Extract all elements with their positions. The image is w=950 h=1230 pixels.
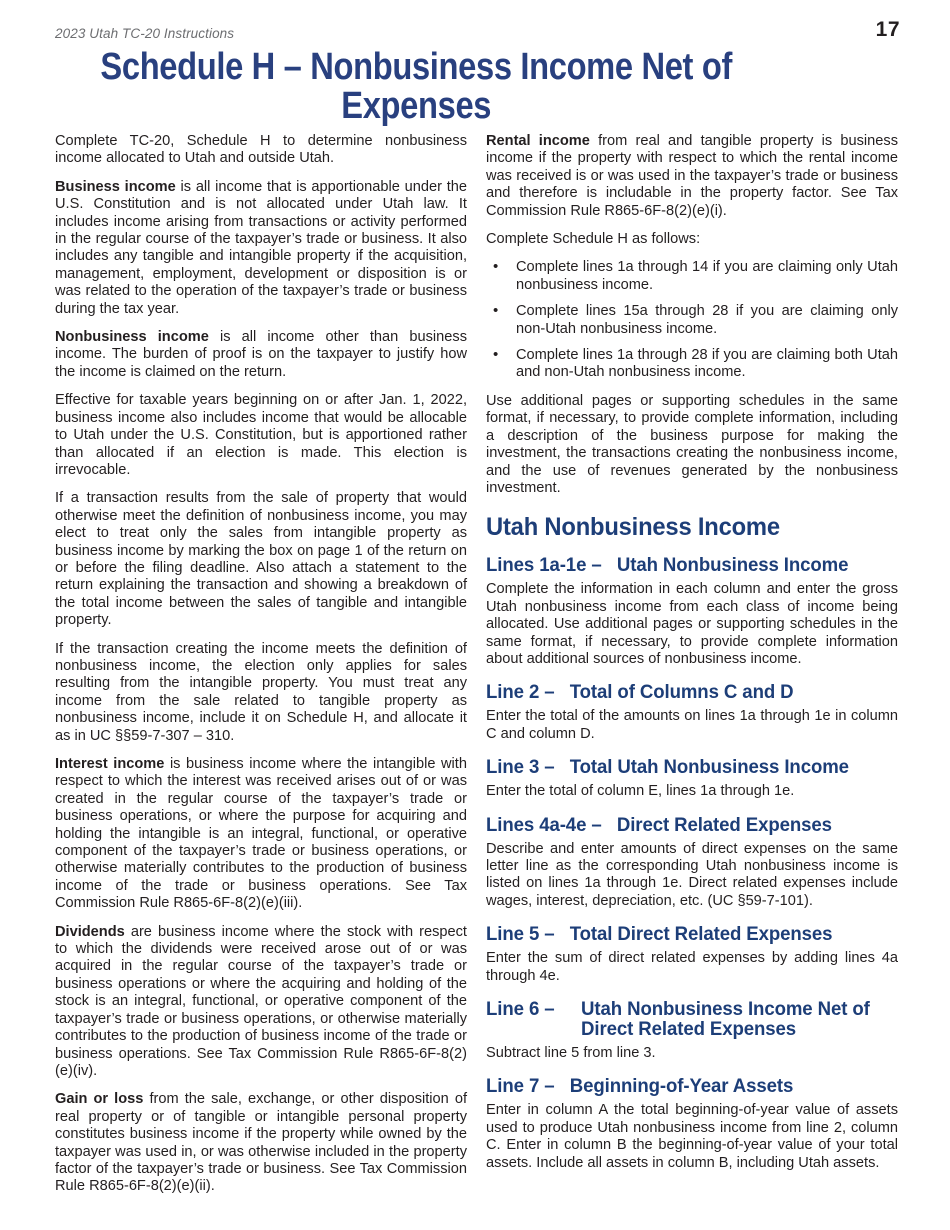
line-body-line-6 (486, 1045, 898, 1062)
paragraph-text: If the transaction creating the income meets the definition of nonbusiness income, the election only applies for sales resulting from the intangible property. You must treat any income from the sale related to tangible property as nonbusiness income, include it on Schedule H, and allocate it as in UC §§59-7-307 – 310. (55, 640, 467, 744)
term-interest-income: Interest income (55, 756, 165, 772)
line-heading-title: Beginning-of-Year Assets (569, 1076, 794, 1098)
paragraph-text: Subtract line 5 from line 3. (486, 1045, 656, 1061)
term-gain-or-loss: Gain or loss (55, 1091, 144, 1108)
term-business-income: Business income (55, 178, 176, 195)
running-header: 2023 Utah TC-20 Instructions (55, 26, 235, 41)
paragraph-text: Enter in column A the total beginning-of-year value of assets used to produce Utah nonbusiness income from line 2, column C. Enter in column B the beginning-of-year value of your total assets. Include all assets in column B, including Utah assets. (486, 1102, 898, 1171)
paragraph-election-applies (55, 641, 467, 745)
schedule-steps-list (486, 259, 898, 381)
bullet-icon: • (493, 346, 499, 364)
page-number: 17 (875, 18, 900, 41)
paragraph-interest-income (55, 756, 467, 913)
line-heading-line-6 (486, 1000, 886, 1040)
line-heading-label: Line 7 – (486, 1076, 555, 1098)
list-item (486, 259, 898, 294)
paragraph-text: is business income where the intangible with respect to which the interest was received arises out of or was created in the regular course of the taxpayer’s trade or business operations, or where the purpose for acquiring and holding the intangible is an integral, functional, or operative component of the taxpayer’s trade or business operations, or otherwise materially contributes to the production of business income of the trade or business operations. See Tax Commission Rule R865-6F-8(2)(e)(iii). (55, 756, 467, 912)
paragraph-text: Enter the total of column E, lines 1a through 1e. (486, 783, 795, 800)
line-heading-label: Line 6 – (486, 999, 555, 1020)
term-dividends: Dividends (55, 923, 125, 940)
paragraph-text: is all income that is apportionable under the U.S. Constitution and is not allocated under Utah law. It includes income arising from transactions or activity performed in the regular course of the taxpayer’s trade or business. It also includes any tangible and intangible property if the acquisition, management, employment, development or disposition is or was related to the operation of the taxpayer’s trade or business during the tax year. (55, 178, 467, 317)
paragraph-rental-income (486, 133, 898, 220)
line-heading-line-7 (486, 1077, 886, 1097)
list-item (486, 303, 898, 338)
paragraph-sale-of-property (55, 490, 467, 629)
paragraph-effective-2022 (55, 392, 467, 479)
line-heading-lines-1a-1e (486, 556, 886, 576)
line-heading-title: Total Direct Related Expenses (569, 924, 833, 946)
line-heading-title-line-2: Direct Related Expenses (581, 1019, 797, 1040)
page-title (55, 48, 777, 126)
line-heading-title: Total Utah Nonbusiness Income (569, 757, 849, 779)
line-body-line-3 (486, 783, 898, 800)
line-heading-title: Utah Nonbusiness Income (616, 555, 849, 577)
paragraph-dividends (55, 924, 467, 1081)
paragraph-complete-schedule-intro (486, 231, 898, 248)
paragraph-text: is all income other than business income. The burden of proof is on the taxpayer to justify how the income is claimed on the return. (55, 329, 467, 380)
bullet-icon: • (493, 258, 499, 276)
paragraph-text: Describe and enter amounts of direct expenses on the same letter line as the corresponding Utah nonbusiness income is listed on lines 1a through 1e. Direct related expenses include wages, interest, depreciation, etc. (UC §59-7-101). (486, 840, 898, 909)
line-heading-line-5 (486, 925, 886, 945)
paragraph-text: Effective for taxable years beginning on or after Jan. 1, 2022, business income also includes income that would be allocable to Utah under the U.S. Constitution, but is apportioned rather than allocated if an election is made. This election is irrevocable. (55, 392, 467, 478)
term-nonbusiness-income: Nonbusiness income (55, 329, 209, 346)
paragraph-text: are business income where the stock with respect to which the dividends were received arose out of or was acquired in the regular course of the taxpayer’s trade or business operations or where the acquiring and holding of the stock is an integral, functional, or operative component of the taxpayer’s trade or business operations, or otherwise materially contributes to the production of business income of the trade or business operations. See Tax Commission Rule R865-6F-8(2)(e)(iv). (55, 923, 467, 1079)
line-heading-title: Direct Related Expenses (616, 814, 832, 836)
line-heading-label: Lines 1a-1e – (486, 555, 602, 577)
line-heading-label: Line 5 – (486, 924, 555, 946)
line-heading-label: Line 3 – (486, 757, 555, 779)
paragraph-gain-or-loss (55, 1091, 467, 1195)
left-column (55, 133, 467, 1207)
paragraph-additional-pages (486, 393, 898, 497)
paragraph-text: Complete Schedule H as follows: (486, 231, 701, 248)
list-item-label: Complete lines 15a through 28 if you are claiming only non-Utah nonbusiness income. (516, 303, 898, 337)
page-title-line-2: Expenses (341, 85, 492, 128)
list-item-label: Complete lines 1a through 14 if you are claiming only Utah nonbusiness income. (516, 259, 898, 293)
paragraph-complete-tc20 (55, 133, 467, 168)
body-columns (55, 133, 898, 1195)
paragraph-nonbusiness-income (55, 329, 467, 381)
list-item-label: Complete lines 1a through 28 if you are claiming both Utah and non-Utah nonbusiness income. (516, 347, 898, 381)
paragraph-text: If a transaction results from the sale of property that would otherwise meet the definition of nonbusiness income, you may elect to treat only the sales from intangible property as business income by marking the box on page 1 of the return on or before the filing deadline. Also attach a statement to the return explaining the transaction and showing a breakdown of the total income between the sales of tangible and intangible property. (55, 490, 467, 629)
line-body-lines-4a-4e (486, 841, 898, 911)
paragraph-text: Enter the total of the amounts on lines 1a through 1e in column C and column D. (486, 708, 898, 742)
line-heading-title: Total of Columns C and D (569, 682, 794, 704)
line-heading-lines-4a-4e (486, 816, 886, 836)
section-heading-utah-nonbusiness-income: Utah Nonbusiness Income (486, 513, 780, 542)
paragraph-text: Use additional pages or supporting schedules in the same format, if necessary, to provide complete information, including a description of the business purpose for making the investment, the transactions creating the nonbusiness income, and the use of revenues generated by the nonbusiness investment. (486, 392, 898, 496)
paragraph-text: from the sale, exchange, or other disposition of real property or of tangible or intangible personal property constitutes business income if the property while owned by the taxpayer was used in, or was otherwise included in the property factor of the taxpayer’s trade or business. See Tax Commission Rule R865-6F-8(2)(e)(ii). (55, 1091, 468, 1195)
paragraph-business-income (55, 179, 467, 318)
line-heading-title: Utah Nonbusiness Income Net of (581, 999, 870, 1020)
paragraph-text: from real and tangible property is business income if the property with respect to which the rental income was received is or was used in the taxpayer’s trade or business and therefore is includable in the property factor. See Tax Commission Rule R865-6F-8(2)(e)(i). (486, 133, 898, 219)
paragraph-text: Complete TC-20, Schedule H to determine nonbusiness income allocated to Utah and outside Utah. (55, 133, 467, 167)
line-body-lines-1a-1e (486, 581, 898, 668)
line-body-line-2 (486, 708, 898, 743)
line-heading-label: Line 2 – (486, 682, 555, 704)
line-heading-label: Lines 4a-4e – (486, 814, 602, 836)
list-item (486, 347, 898, 382)
paragraph-text: Enter the sum of direct related expenses by adding lines 4a through 4e. (486, 950, 898, 984)
paragraph-text: Complete the information in each column and enter the gross Utah nonbusiness income from each class of income being allocated. Use additional pages or supporting schedules in the same format, if necessary, to provide complete information about additional sources of nonbusiness income. (486, 581, 898, 667)
line-heading-line-3 (486, 758, 886, 778)
term-rental-income: Rental income (486, 133, 590, 149)
line-body-line-7 (486, 1102, 898, 1172)
line-heading-line-2 (486, 683, 886, 703)
line-body-line-5 (486, 950, 898, 985)
bullet-icon: • (493, 302, 499, 320)
right-column (486, 133, 898, 1183)
page-title-line-1: Schedule H – Nonbusiness Income Net of (100, 46, 732, 88)
